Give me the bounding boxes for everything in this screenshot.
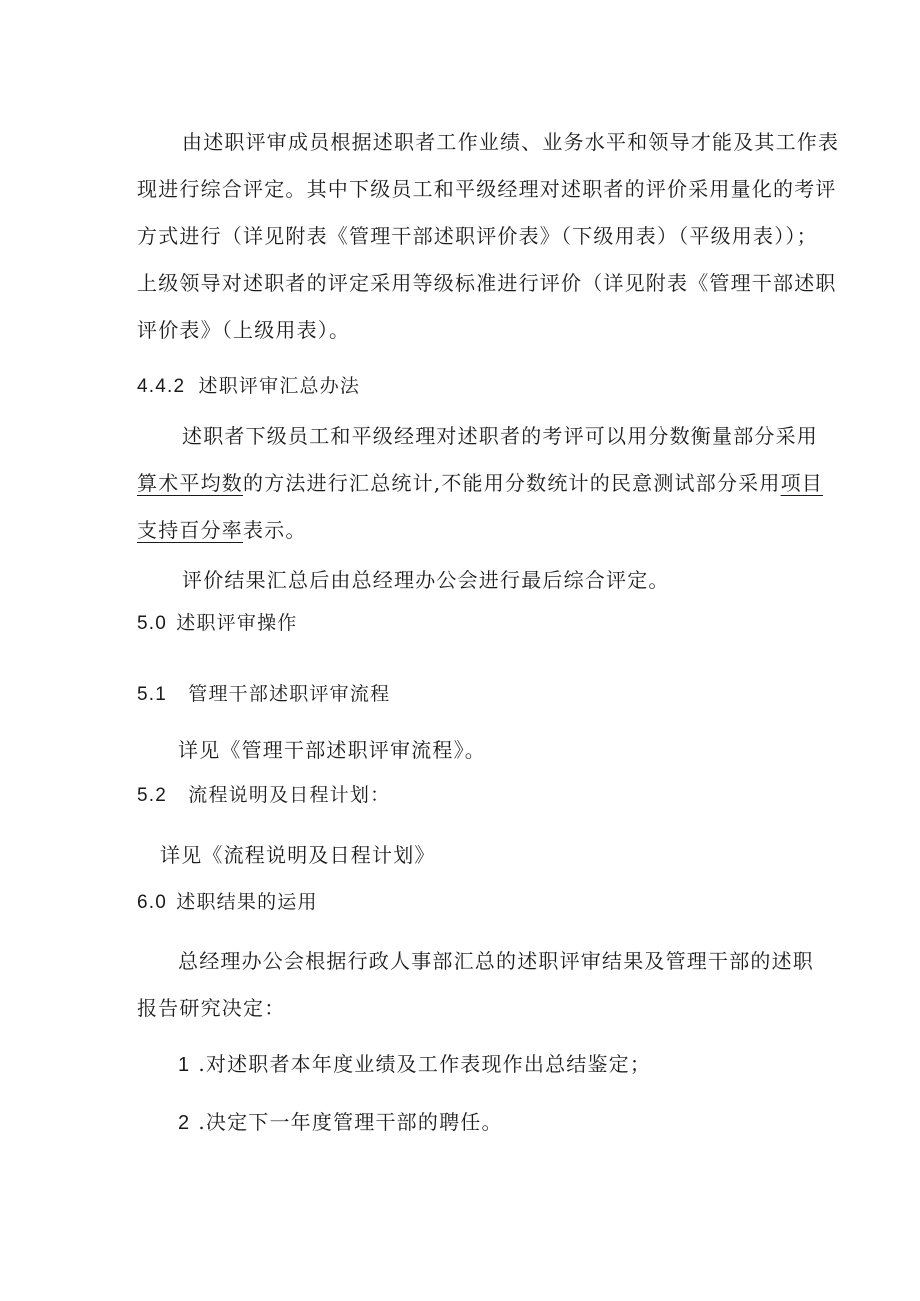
section-5-1-heading [137,680,390,709]
underlined-term-arithmetic-mean: 算术平均数 [137,471,243,495]
section-6-0-heading [137,888,318,917]
section-5-2-heading [137,781,390,810]
underlined-term-support-percentage: 支持百分率 [137,518,243,542]
list-item [178,1108,503,1137]
section-number: 5.1 [137,684,168,705]
section-4-4-2-line-4: 评价结果汇总后由总经理办公会进行最后综合评定。 [182,568,670,592]
list-item-number: 1 [178,1054,191,1076]
section-title: 流程说明及日程计划： [188,784,391,806]
section-4-4-2-line-1: 述职者下级员工和平级经理对述职者的考评可以用分数衡量部分采用 [182,424,818,448]
section-number: 5.0 [137,613,168,634]
underlined-term-project: 项目 [780,471,823,495]
section-title: 述职结果的运用 [176,891,318,913]
section-title: 述职评审汇总办法 [198,375,361,397]
list-item-text: .决定下一年度管理干部的聘任。 [198,1110,503,1134]
section-number: 5.2 [137,785,168,806]
section-4-4-2-line-3 [137,516,307,544]
paragraph-1-line-4: 上级领导对述职者的评定采用等级标准进行评价（详见附表《管理干部述职 [137,271,837,295]
paragraph-1-line-5: 评价表》（上级用表）。 [137,318,351,342]
list-item [178,1050,651,1079]
section-6-0-intro-line-1: 总经理办公会根据行政人事部汇总的述职评审结果及管理干部的述职 [178,949,814,973]
section-number: 6.0 [137,892,168,913]
paragraph-1-line-2: 现进行综合评定。其中下级员工和平级经理对述职者的评价采用量化的考评 [137,177,837,201]
list-item-text: .对述职者本年度业绩及工作表现作出总结鉴定； [198,1052,652,1076]
section-title: 管理干部述职评审流程 [188,683,391,705]
section-4-4-2-heading [137,372,360,401]
section-5-2-body: 详见《流程说明及日程计划》 [160,843,436,867]
list-item-number: 2 [178,1112,191,1134]
paragraph-1-line-3: 方式进行（详见附表《管理干部述职评价表》（下级用表）（平级用表））； [137,224,818,248]
section-5-0-heading [137,609,297,638]
section-number: 4.4.2 [137,376,186,397]
line-text: 的方法进行汇总统计,不能用分数统计的民意测试部分采用 [243,471,781,495]
paragraph-1-line-1: 由述职评审成员根据述职者工作业绩、业务水平和领导才能及其工作表 [182,130,840,154]
section-6-0-intro-line-2: 报告研究决定： [137,996,286,1020]
section-4-4-2-line-2 [137,469,823,497]
section-title: 述职评审操作 [176,612,298,634]
line-text: 表示。 [243,518,307,542]
section-5-1-body: 详见《管理干部述职评审流程》。 [178,738,486,762]
